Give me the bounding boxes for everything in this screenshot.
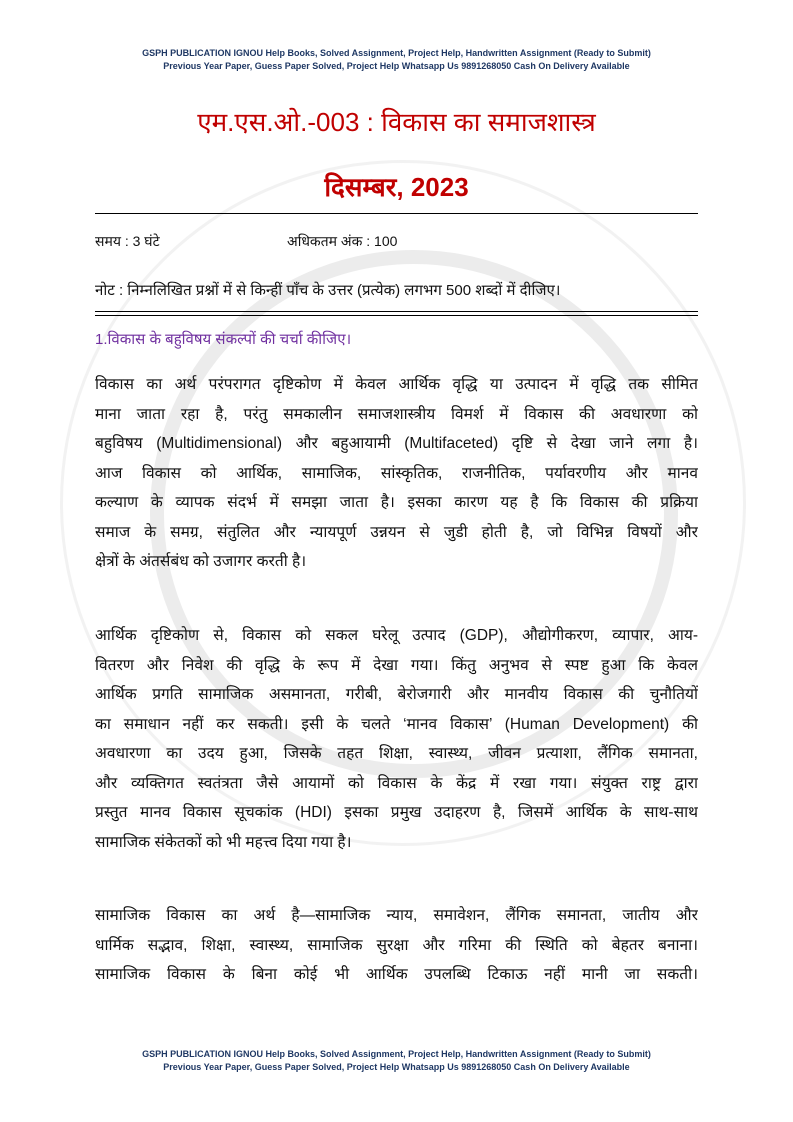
text-line: सामाजिक विकास के बिना कोई भी आर्थिक उपलब्धि टिकाऊ नहीं मानी जा सकती। bbox=[95, 966, 698, 983]
page-header bbox=[0, 47, 793, 73]
header-line-1: GSPH PUBLICATION IGNOU Help Books, Solved Assignment, Project Help, Handwritten Assignment (Ready to Submit) bbox=[142, 48, 651, 58]
divider bbox=[95, 213, 698, 214]
text-line: अवधारणा का उदय हुआ, जिसके तहत शिक्षा, स्वास्थ्य, जीवन प्रत्याशा, लैंगिक समानता, bbox=[95, 745, 698, 762]
exam-date: दिसम्बर, 2023 bbox=[324, 172, 469, 202]
answer-paragraph-1 bbox=[95, 370, 698, 577]
text-line: सामाजिक संकेतकों को भी महत्त्व दिया गया है। bbox=[95, 833, 352, 851]
text-line: आर्थिक दृष्टिकोण से, विकास को सकल घरेलू उत्पाद (GDP), औद्योगीकरण, व्यापार, आय- bbox=[95, 627, 698, 644]
answer-paragraph-2 bbox=[95, 621, 698, 857]
text-line: बहुविषय (Multidimensional) और बहुआयामी (Multifaceted) दृष्टि से देखा जाने लगा है। bbox=[95, 435, 698, 452]
footer-line-1: GSPH PUBLICATION IGNOU Help Books, Solved Assignment, Project Help, Handwritten Assignment (Ready to Submit) bbox=[142, 1049, 651, 1059]
text-line: विकास का अर्थ परंपरागत दृष्टिकोण में केवल आर्थिक वृद्धि या उत्पादन में वृद्धि तक सीमित bbox=[95, 376, 698, 393]
text-line: माना जाता रहा है, परंतु समकालीन समाजशास्त्रीय विमर्श में विकास की अवधारणा को bbox=[95, 405, 698, 423]
double-divider-bottom bbox=[95, 315, 698, 316]
document-title: एम.एस.ओ.-003 : विकास का समाजशास्त्र bbox=[197, 107, 596, 137]
text-line: क्षेत्रों के अंतर्सबंध को उजागर करती है। bbox=[95, 553, 307, 570]
max-marks: अधिकतम अंक : 100 bbox=[287, 233, 398, 249]
text-line: आज विकास को आर्थिक, सामाजिक, सांस्कृतिक, राजनीतिक, पर्यावरणीय और मानव bbox=[95, 464, 698, 482]
text-line: और व्यक्तिगत स्वतंत्रता जैसे आयामों को विकास के केंद्र में रखा गया। संयुक्त राष्ट्र द्वारा bbox=[95, 774, 698, 792]
text-line: कल्याण के व्यापक संदर्भ में समझा जाता है। इसका कारण यह है कि विकास की प्रक्रिया bbox=[95, 494, 698, 511]
question-heading: 1.विकास के बहुविषय संकल्पों की चर्चा कीजिए। bbox=[95, 331, 352, 348]
text-line: सामाजिक विकास का अर्थ है—सामाजिक न्याय, समावेशन, लैंगिक समानता, जातीय और bbox=[95, 907, 698, 924]
page-footer bbox=[0, 1048, 793, 1074]
text-line: का समाधान नहीं कर सकती। इसी के चलते ‘मानव विकास’ (Human Development) की bbox=[95, 715, 698, 733]
double-divider-top bbox=[95, 311, 698, 312]
text-line: धार्मिक सद्भाव, शिक्षा, स्वास्थ्य, सामाजिक सुरक्षा और गरिमा की स्थिति को बेहतर बनाना। bbox=[95, 936, 698, 954]
text-line: प्रस्तुत मानव विकास सूचकांक (HDI) इसका प्रमुख उदाहरण है, जिसमें आर्थिक के साथ-साथ bbox=[95, 804, 698, 821]
instructions-note: नोट : निम्नलिखित प्रश्नों में से किन्हीं पाँच के उत्तर (प्रत्येक) लगभग 500 शब्दों में दीजिए। bbox=[95, 282, 561, 299]
answer-paragraph-3 bbox=[95, 901, 698, 990]
text-line: समाज के समग्र, संतुलित और न्यायपूर्ण उन्नयन से जुडी होती है, जो विभिन्न विषयों और bbox=[95, 523, 698, 541]
text-line: वितरण और निवेश की वृद्धि के रूप में देखा गया। किंतु अनुभव से स्पष्ट हुआ कि केवल bbox=[95, 656, 698, 674]
text-line: आर्थिक प्रगति सामाजिक असमानता, गरीबी, बेरोजगारी और मानवीय विकास की चुनौतियों bbox=[95, 686, 698, 703]
footer-line-2: Previous Year Paper, Guess Paper Solved, Project Help Whatsapp Us 9891268050 Cash On Delivery Available bbox=[163, 1062, 630, 1072]
time-allowed: समय : 3 घंटे bbox=[95, 233, 160, 249]
header-line-2: Previous Year Paper, Guess Paper Solved, Project Help Whatsapp Us 9891268050 Cash On Delivery Available bbox=[163, 61, 630, 71]
